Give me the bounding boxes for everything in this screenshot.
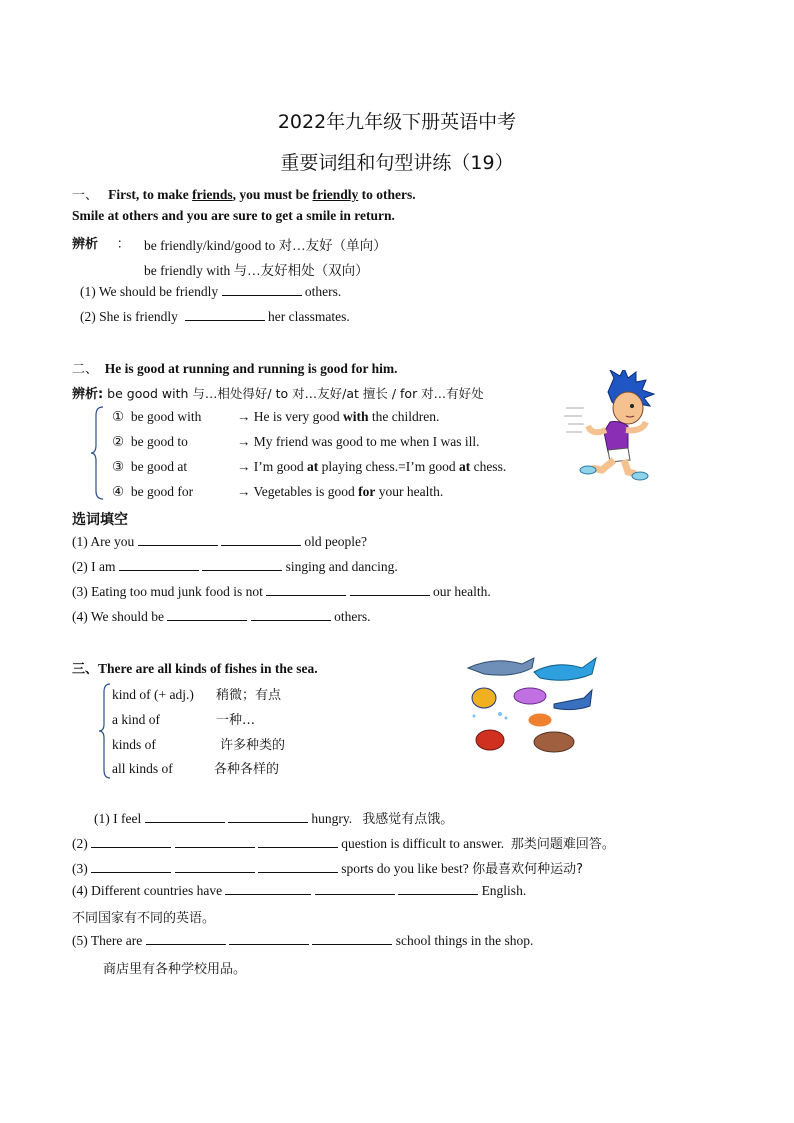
row-en: all kinds of: [112, 761, 173, 776]
s1-q2-end: her classmates.: [264, 309, 350, 324]
item-phrase: be good for: [130, 484, 194, 499]
s1-text-c: , you must be: [232, 187, 313, 202]
answer-blank[interactable]: [202, 559, 282, 571]
s3-question-1: [94, 808, 453, 827]
s3-row-2: [112, 709, 255, 728]
answer-blank[interactable]: [138, 534, 218, 546]
s3-row-1: [112, 684, 281, 703]
s1-word-friends: friends: [192, 187, 233, 202]
brace-icon: [98, 682, 112, 780]
s2-question-1: [72, 534, 367, 550]
s3-q3-end: sports do you like best?: [337, 861, 469, 876]
answer-blank[interactable]: [350, 584, 430, 596]
analysis-line1: be friendly/kind/good to 对…友好（单向）: [144, 238, 387, 253]
s2-q3-text: (3) Eating too mud junk food is not: [72, 584, 263, 599]
s1-q1-end: others.: [301, 284, 342, 299]
answer-blank[interactable]: [175, 836, 255, 848]
s3-q5-translation: 商店里有各种学校用品。: [103, 962, 247, 977]
item-number: ②: [112, 434, 125, 449]
row-en: kinds of: [112, 737, 156, 752]
s1-text-a: First, to make: [108, 187, 193, 202]
s2-question-4: [72, 609, 371, 625]
doc-subtitle: 重要词组和句型讲练（19）: [280, 152, 514, 174]
s3-row-3: [112, 734, 285, 753]
row-en: a kind of: [112, 712, 160, 727]
answer-blank[interactable]: [185, 309, 265, 321]
s3-question-2: [72, 833, 615, 852]
s3-q3-text: (3): [72, 861, 88, 876]
item-bold: at: [306, 459, 319, 474]
doc-title: 2022年九年级下册英语中考: [277, 111, 517, 133]
s1-q2-text: (2) She is friendly: [80, 309, 178, 324]
item-bold: at: [458, 459, 471, 474]
s3-q3-cn: 你最喜欢何种运动?: [472, 862, 584, 877]
row-cn: 各种各样的: [214, 762, 280, 777]
s1-text-e: to others.: [358, 187, 416, 202]
item-rest: playing chess.=I’m good: [318, 459, 459, 474]
answer-blank[interactable]: [251, 609, 331, 621]
answer-blank[interactable]: [221, 534, 301, 546]
answer-blank[interactable]: [258, 836, 338, 848]
s2-analysis-label: 辨析:: [72, 387, 104, 402]
section1-heading: [72, 184, 416, 203]
answer-blank[interactable]: [119, 559, 199, 571]
s2-item-1: [112, 409, 439, 425]
item-number: ③: [112, 459, 125, 474]
s3-question-3: [72, 858, 583, 877]
answer-blank[interactable]: [266, 584, 346, 596]
answer-blank[interactable]: [398, 883, 478, 895]
s2-question-3: [72, 584, 491, 600]
s2-analysis-text: be good with 与…相处得好/ to 对…友好/at 擅长 / for 对…有好处: [103, 386, 484, 401]
s3-q4-translation: 不同国家有不同的英语。: [72, 911, 216, 926]
s1-word-friendly: friendly: [312, 187, 359, 202]
s1-q1-text: (1) We should be friendly: [80, 284, 219, 299]
s2-item-3: [112, 459, 506, 475]
s3-q1-text: (1) I feel: [94, 811, 142, 826]
item-rest: chess.: [470, 459, 507, 474]
item-example: → He is very good: [236, 409, 343, 424]
item-rest: the children.: [368, 409, 440, 424]
brace-icon: [90, 405, 106, 501]
answer-blank[interactable]: [167, 609, 247, 621]
running-boy-illustration: [562, 370, 668, 482]
row-cn: 一种…: [216, 713, 256, 728]
s3-q2-cn: 那类问题难回答。: [510, 837, 615, 852]
s3-q1-cn: 我感觉有点饿。: [362, 812, 454, 827]
s2-item-2: [112, 434, 479, 450]
item-example: → Vegetables is good: [236, 484, 359, 499]
section1-number: 一、: [72, 188, 99, 203]
item-bold: with: [342, 409, 369, 424]
s2-q2-text: (2) I am: [72, 559, 116, 574]
section2-analysis: [72, 383, 484, 402]
fish-illustration: [464, 654, 600, 758]
analysis-line2: be friendly with 与…友好相处（双向）: [144, 263, 369, 278]
answer-blank[interactable]: [146, 933, 226, 945]
section3-heading: [72, 658, 318, 677]
answer-blank[interactable]: [312, 933, 392, 945]
s3-q4-end: English.: [478, 883, 527, 898]
s3-question-5: [72, 933, 533, 949]
answer-blank[interactable]: [225, 883, 311, 895]
row-cn: 许多种类的: [220, 738, 286, 753]
item-example: → I’m good: [236, 459, 307, 474]
answer-blank[interactable]: [228, 811, 308, 823]
s2-q2-end: singing and dancing.: [282, 559, 398, 574]
item-phrase: be good to: [130, 434, 188, 449]
section3-number: 三、: [72, 662, 99, 677]
section3-title: There are all kinds of fishes in the sea.: [98, 661, 318, 676]
answer-blank[interactable]: [258, 861, 338, 873]
section1-analysis: [72, 233, 130, 252]
answer-blank[interactable]: [222, 284, 302, 296]
fill-in-label: 选词填空: [72, 512, 128, 528]
row-cn: 稍微；有点: [216, 688, 282, 703]
item-example: → My friend was good to me when I was ill.: [236, 434, 480, 449]
section2-number: 二、: [72, 362, 99, 377]
row-en: kind of (+ adj.): [112, 687, 194, 702]
answer-blank[interactable]: [315, 883, 395, 895]
item-bold: for: [358, 484, 376, 499]
s3-q5-end: school things in the shop.: [392, 933, 534, 948]
s3-q4-text: (4) Different countries have: [72, 883, 223, 898]
answer-blank[interactable]: [229, 933, 309, 945]
item-phrase: be good with: [130, 409, 202, 424]
s3-q2-text: (2): [72, 836, 88, 851]
answer-blank[interactable]: [145, 811, 225, 823]
analysis-label: 辨析: [72, 237, 99, 252]
s2-q3-end: our health.: [429, 584, 491, 599]
s2-q1-end: old people?: [300, 534, 367, 549]
section2-heading: [72, 358, 397, 377]
answer-blank[interactable]: [91, 836, 171, 848]
section2-title: He is good at running and running is good for him.: [104, 361, 398, 376]
s3-question-4: [72, 883, 526, 899]
s2-q1-text: (1) Are you: [72, 534, 135, 549]
s3-q2-end: question is difficult to answer.: [337, 836, 505, 851]
s2-q4-end: others.: [330, 609, 371, 624]
item-number: ①: [112, 409, 125, 424]
item-rest: your health.: [375, 484, 444, 499]
item-number: ④: [112, 484, 125, 499]
answer-blank[interactable]: [175, 861, 255, 873]
s3-row-4: [112, 758, 279, 777]
s1-question-2: [80, 309, 350, 325]
item-phrase: be good at: [130, 459, 188, 474]
section1-line2: Smile at others and you are sure to get a smile in return.: [72, 208, 395, 223]
answer-blank[interactable]: [91, 861, 171, 873]
s1-question-1: [80, 284, 341, 300]
analysis-colon: ：: [116, 237, 130, 252]
s3-q1-end: hungry.: [307, 811, 353, 826]
s2-q4-text: (4) We should be: [72, 609, 165, 624]
s2-question-2: [72, 559, 398, 575]
s3-q5-text: (5) There are: [72, 933, 143, 948]
s2-item-4: [112, 484, 443, 500]
